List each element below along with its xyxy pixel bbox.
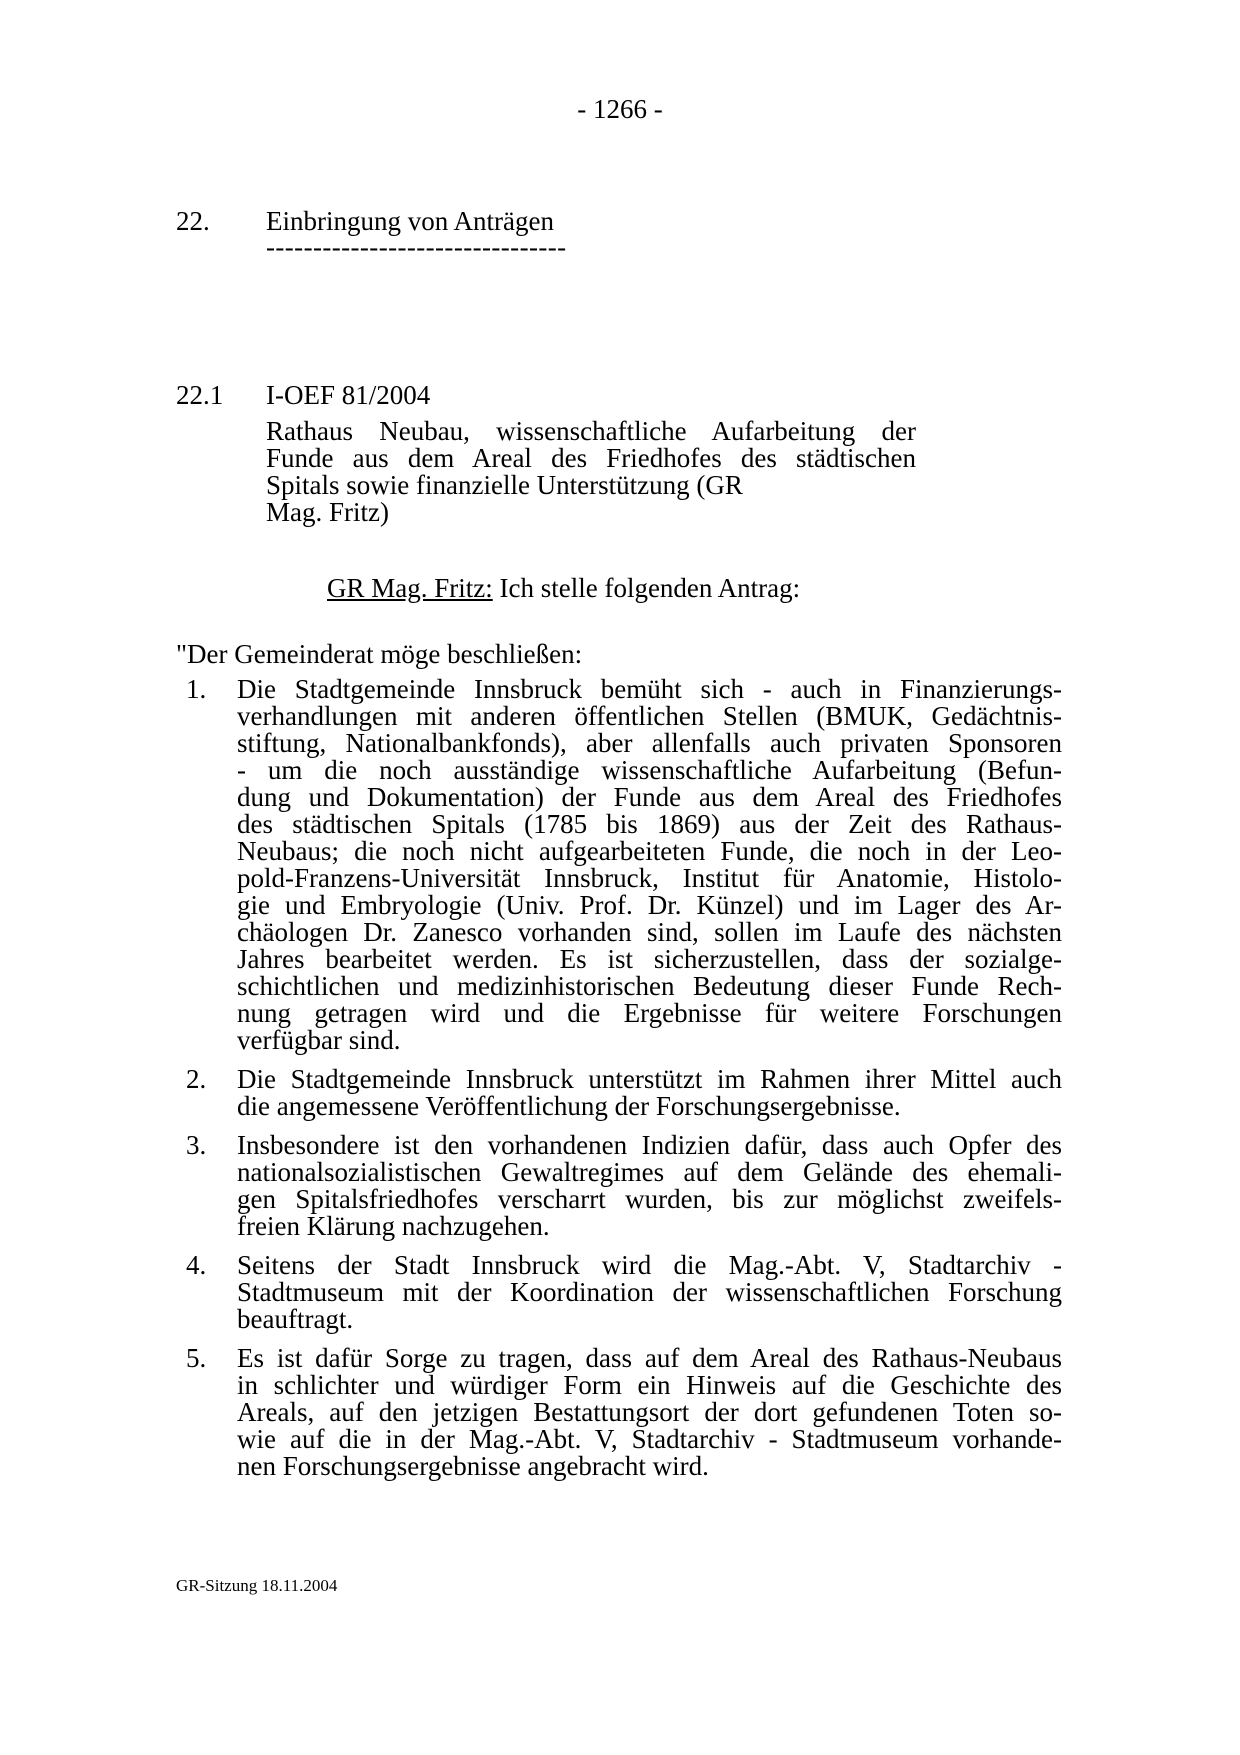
motion-item (176, 1252, 1062, 1333)
motion-item-text (237, 1132, 1062, 1240)
motion-item-line: Insbesondere ist den vorhandenen Indizien dafür, dass auch Opfer des (237, 1130, 1062, 1160)
motion-item (176, 676, 1062, 1054)
subsection-description-line: Mag. Fritz) (266, 497, 389, 527)
motion-item-line: Jahres bearbeitet werden. Es ist sicherzustellen, dass der sozialge- (237, 944, 1062, 974)
motion-item-line: beauftragt. (237, 1304, 354, 1334)
motion-item-line: gie und Embryologie (Univ. Prof. Dr. Künzel) und im Lager des Ar- (237, 890, 1062, 920)
motion-item-number: 4. (186, 1250, 207, 1280)
motion-item-text (237, 1066, 1062, 1120)
motion-item-line: chäologen Dr. Zanesco vorhanden sind, sollen im Laufe des nächsten (237, 917, 1062, 947)
subsection-description-line: Spitals sowie finanzielle Unterstützung (GR (266, 470, 743, 500)
footer-session-date: GR-Sitzung 18.11.2004 (176, 1576, 338, 1595)
speaker-name: GR Mag. Fritz: (327, 573, 493, 603)
motion-item-line: Areals, auf den jetzigen Bestattungsort der dort gefundenen Toten so- (237, 1397, 1062, 1427)
motion-item-line: nationalsozialistischen Gewaltregimes auf dem Gelände des ehemali- (237, 1157, 1062, 1187)
speaker-line (327, 571, 800, 605)
motion-intro: "Der Gemeinderat möge beschließen: (176, 639, 583, 669)
motion-item-number: 5. (186, 1343, 207, 1373)
section-number: 22. (176, 206, 210, 236)
motion-item-text (237, 1345, 1062, 1480)
motion-item-line: Seitens der Stadt Innsbruck wird die Mag.-Abt. V, Stadtarchiv - (237, 1250, 1062, 1280)
motion-item-line: Die Stadtgemeinde Innsbruck bemüht sich - auch in Finanzierungs- (237, 674, 1062, 704)
motion-item-line: schichtlichen und medizinhistorischen Bedeutung dieser Funde Rech- (237, 971, 1062, 1001)
motion-list (176, 676, 1062, 1492)
page-number: - 1266 - (577, 94, 663, 124)
motion-item-line: des städtischen Spitals (1785 bis 1869) aus der Zeit des Rathaus- (237, 809, 1062, 839)
motion-item-line: verfügbar sind. (237, 1025, 401, 1055)
motion-item-line: Es ist dafür Sorge zu tragen, dass auf dem Areal des Rathaus-Neubaus (237, 1343, 1062, 1373)
motion-item-line: Stadtmuseum mit der Koordination der wissenschaftlichen Forschung (237, 1277, 1062, 1307)
motion-item (176, 1066, 1062, 1120)
subsection-id: I-OEF 81/2004 (266, 380, 431, 410)
section-title: Einbringung von Anträgen (266, 206, 554, 236)
motion-item-line: wie auf die in der Mag.-Abt. V, Stadtarchiv - Stadtmuseum vorhande- (237, 1424, 1062, 1454)
speaker-statement: Ich stelle folgenden Antrag: (492, 573, 801, 603)
motion-item-number: 1. (186, 674, 207, 704)
subsection-number: 22.1 (176, 380, 224, 410)
motion-item (176, 1132, 1062, 1240)
motion-item-line: - um die noch ausständige wissenschaftliche Aufarbeitung (Befun- (237, 755, 1062, 785)
motion-item-line: Neubaus; die noch nicht aufgearbeiteten Funde, die noch in der Leo- (237, 836, 1062, 866)
motion-item-text (237, 1252, 1062, 1333)
motion-item-number: 2. (186, 1064, 207, 1094)
motion-item-line: nen Forschungsergebnisse angebracht wird. (237, 1451, 709, 1481)
motion-item-line: Die Stadtgemeinde Innsbruck unterstützt im Rahmen ihrer Mittel auch (237, 1064, 1062, 1094)
section-title-rule: -------------------------------- (266, 232, 567, 262)
motion-item-number: 3. (186, 1130, 207, 1160)
motion-item-line: gen Spitalsfriedhofes verscharrt wurden, bis zur möglichst zweifels- (237, 1184, 1062, 1214)
motion-item-line: dung und Dokumentation) der Funde aus dem Areal des Friedhofes (237, 782, 1062, 812)
motion-item-line: verhandlungen mit anderen öffentlichen Stellen (BMUK, Gedächtnis- (237, 701, 1062, 731)
subsection-description (266, 418, 916, 526)
motion-item-line: nung getragen wird und die Ergebnisse für weitere Forschungen (237, 998, 1062, 1028)
motion-item-line: in schlichter und würdiger Form ein Hinweis auf die Geschichte des (237, 1370, 1062, 1400)
motion-item-line: freien Klärung nachzugehen. (237, 1211, 550, 1241)
motion-item-line: stiftung, Nationalbankfonds), aber allenfalls auch privaten Sponsoren (237, 728, 1062, 758)
motion-item (176, 1345, 1062, 1480)
subsection-description-line: Funde aus dem Areal des Friedhofes des städtischen (266, 443, 916, 473)
subsection-description-line: Rathaus Neubau, wissenschaftliche Aufarbeitung der (266, 416, 916, 446)
motion-item-line: die angemessene Veröffentlichung der Forschungsergebnisse. (237, 1091, 901, 1121)
motion-item-text (237, 676, 1062, 1054)
motion-item-line: pold-Franzens-Universität Innsbruck, Institut für Anatomie, Histolo- (237, 863, 1062, 893)
